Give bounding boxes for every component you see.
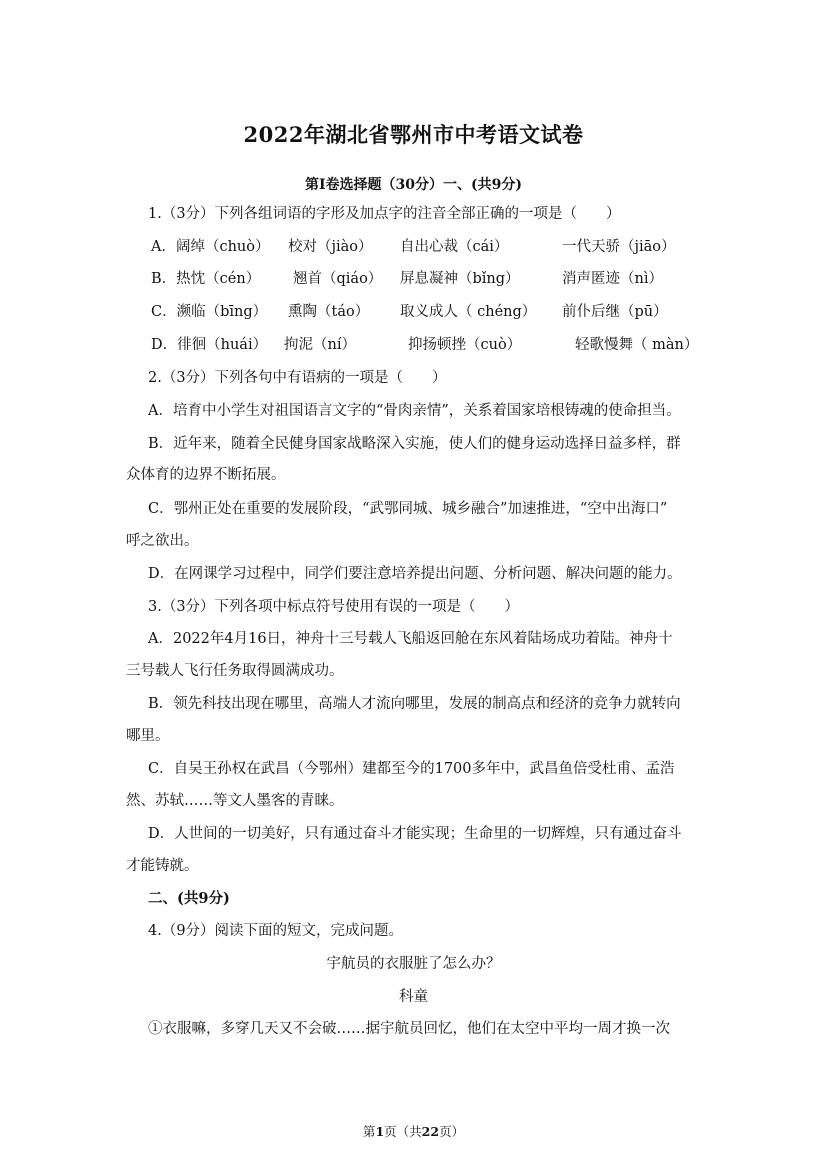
q3-option-c-line2: 然、苏轼……等文人墨客的青睐。 <box>126 793 344 809</box>
footer-suffix: 页） <box>439 1124 465 1139</box>
page-footer <box>0 1122 827 1140</box>
passage-paragraph-1: ①衣服嘛，多穿几天又不会破……据宇航员回忆，他们在太空中平均一周才换一次 <box>148 1021 670 1037</box>
footer-total-pages: 22 <box>421 1124 440 1139</box>
q3-option-c-line1: C．自吴王孙权在武昌（今鄂州）建都至今的1700多年中，武昌鱼倍受杜甫、孟浩 <box>148 761 675 777</box>
q1-option-d-4: 轻歌慢舞（ màn） <box>575 337 699 353</box>
q1-option-a-1: A．阔绰（chuò） <box>151 239 270 255</box>
q1-option-c-1: C．濒临（bīng） <box>151 304 268 320</box>
q2-option-d: D．在网课学习过程中，同学们要注意培养提出问题、分析问题、解决问题的能力。 <box>148 566 682 582</box>
q2-option-c-line1: C．鄂州正处在重要的发展阶段，“武鄂同城、城乡融合”加速推进，“空中出海口” <box>148 501 668 517</box>
q3-option-b-line2: 哪里。 <box>126 728 170 744</box>
footer-prefix: 第 <box>362 1124 376 1139</box>
q1-option-d-2: 拘泥（ní） <box>284 337 356 353</box>
q1-option-d-1: D．徘徊（huái） <box>151 337 268 353</box>
q1-option-b-3: 屏息凝神（bǐng） <box>400 271 520 287</box>
q2-option-c-line2: 呼之欲出。 <box>126 533 199 549</box>
q1-option-b-2: 翘首（qiáo） <box>293 271 383 287</box>
passage-author: 科童 <box>399 989 428 1005</box>
section-heading: 第Ⅰ卷选择题（30分）一、(共9分) <box>304 177 523 193</box>
q1-option-b-1: B．热忱（cén） <box>151 271 261 287</box>
q3-option-d-line1: D．人世间的一切美好，只有通过奋斗才能实现；生命里的一切辉煌，只有通过奋斗 <box>148 826 682 842</box>
q2-option-a: A．培育中小学生对祖国语言文字的“骨肉亲情”，关系着国家培根铸魂的使命担当。 <box>148 403 681 419</box>
question-1-stem: 1.（3分）下列各组词语的字形及加点字的注音全部正确的一项是（ ） <box>148 206 621 222</box>
q2-option-b-line1: B．近年来，随着全民健身国家战略深入实施，使人们的健身运动选择日益多样，群 <box>148 436 681 452</box>
q1-option-b-4: 消声匿迹（nì） <box>562 271 663 287</box>
q1-option-c-2: 熏陶（táo） <box>288 304 370 320</box>
footer-page-number: 1 <box>375 1124 385 1139</box>
question-3-stem: 3.（3分）下列各项中标点符号使用有误的一项是（ ） <box>148 599 520 615</box>
q1-option-d-3: 抑扬顿挫（cuò） <box>408 337 522 353</box>
question-4-stem: 4.（9分）阅读下面的短文，完成问题。 <box>148 923 404 939</box>
q1-option-c-4: 前仆后继（pū） <box>562 304 668 320</box>
question-2-stem: 2.（3分）下列各句中有语病的一项是（ ） <box>148 370 447 386</box>
passage-title: 宇航员的衣服脏了怎么办？ <box>326 956 501 972</box>
q1-option-c-3: 取义成人（ chéng） <box>400 304 537 320</box>
footer-middle: 页（共 <box>384 1124 422 1139</box>
q3-option-a-line1: A．2022年4月16日，神舟十三号载人飞船返回舱在东风着陆场成功着陆。神舟十 <box>148 631 673 647</box>
q1-option-a-2: 校对（jiào） <box>288 239 373 255</box>
q3-option-b-line1: B．领先科技出现在哪里，高端人才流向哪里，发展的制高点和经济的竞争力就转向 <box>148 696 681 712</box>
q1-option-a-4: 一代天骄（jiāo） <box>562 239 676 255</box>
q3-option-d-line2: 才能铸就。 <box>126 858 199 874</box>
q2-option-b-line2: 众体育的边界不断拓展。 <box>126 467 286 483</box>
q1-option-a-3: 自出心裁（cái） <box>400 239 509 255</box>
q3-option-a-line2: 三号载人飞行任务取得圆满成功。 <box>126 663 344 679</box>
page-title: 2022年湖北省鄂州市中考语文试卷 <box>243 122 584 147</box>
section-2-heading: 二、(共9分) <box>148 890 230 907</box>
